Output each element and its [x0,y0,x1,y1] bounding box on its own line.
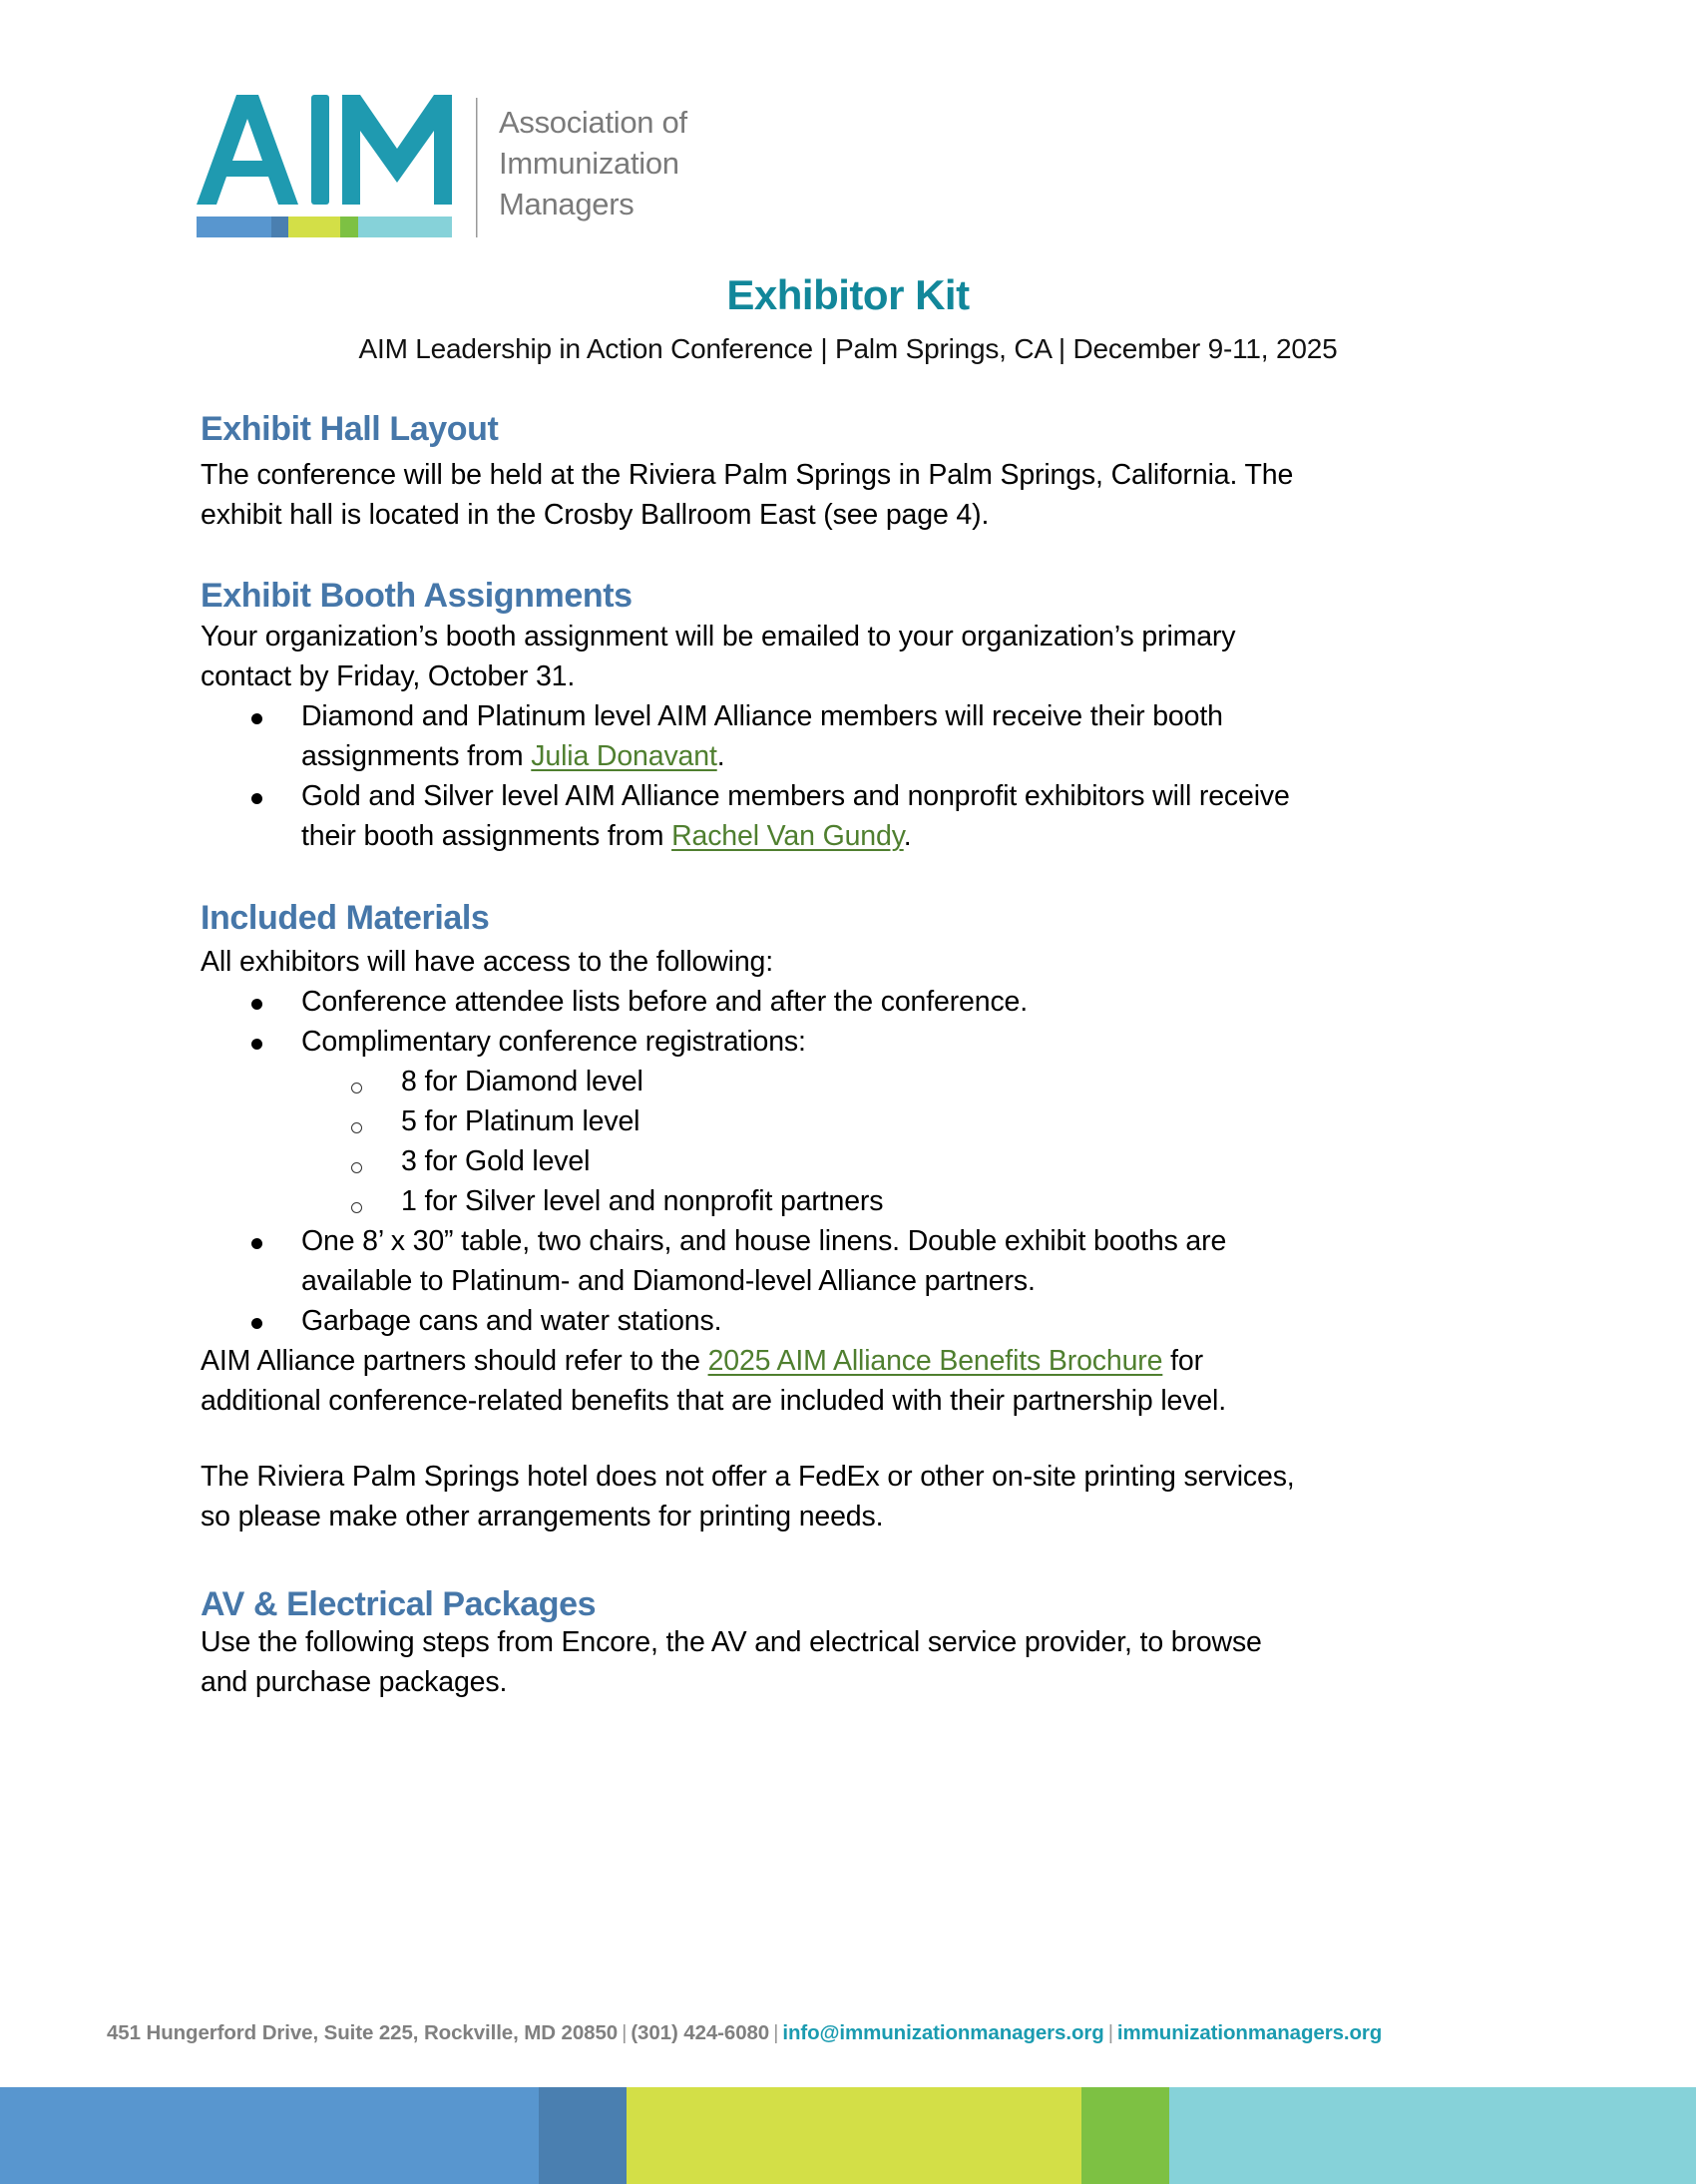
registration-sub-bullet: 5 for Platinum level [401,1105,640,1137]
registration-sub-bullet: 3 for Gold level [401,1145,591,1177]
hall-text-line: exhibit hall is located in the Crosby Ballroom East (see page 4). [201,499,990,531]
bullet-icon [251,999,262,1010]
booth-bullet-1-prefix: assignments from [301,740,532,772]
footer-phone: (301) 424-6080 [631,2021,770,2044]
bottom-bar-dark-blue [539,2087,627,2184]
logo-bar-cyan [358,217,452,237]
bottom-bar-blue [0,2087,539,2184]
bullet-icon [251,1039,262,1050]
footer-separator: | [622,2021,628,2044]
logo-bar-blue [197,217,271,237]
booth-bullet-1-suffix: . [716,740,725,772]
printing-text-line: The Riviera Palm Springs hotel does not offer a FedEx or other on-site printing services, [201,1461,1295,1493]
heading-exhibit-booth-assignments: Exhibit Booth Assignments [201,577,633,615]
booth-bullet-2-suffix: . [903,820,912,852]
logo-letter-m [342,95,452,205]
bottom-bar-cyan [1169,2087,1696,2184]
heading-exhibit-hall-layout: Exhibit Hall Layout [201,410,499,448]
logo-org-line-2: Immunization [499,146,679,181]
heading-included-materials: Included Materials [201,899,490,937]
materials-bullet: Conference attendee lists before and after the conference. [301,986,1029,1018]
footer-email-link[interactable]: info@immunizationmanagers.org [782,2021,1104,2044]
bullet-icon [251,713,262,724]
circle-bullet-icon [351,1122,362,1133]
logo-letter-i [311,95,329,205]
booth-bullet-2-line: Gold and Silver level AIM Alliance members and nonprofit exhibitors will receive [301,780,1290,812]
table-bullet-line: One 8’ x 30” table, two chairs, and house linens. Double exhibit booths are [301,1225,1227,1257]
logo-letter-a [197,95,298,205]
bottom-bar-green [1081,2087,1169,2184]
logo-bar-green [340,217,358,237]
logo-bar-dark-blue [271,217,288,237]
rachel-van-gundy-link[interactable]: Rachel Van Gundy [671,820,904,852]
footer-contact [107,2019,1382,2047]
booth-bullet-1-line-2 [301,736,725,776]
logo-org-line-3: Managers [499,187,635,221]
aim-logo [197,93,715,242]
circle-bullet-icon [351,1083,362,1093]
heading-av-electrical-packages: AV & Electrical Packages [201,1585,597,1623]
materials-intro: All exhibitors will have access to the following: [201,946,774,978]
registration-sub-bullet: 8 for Diamond level [401,1066,643,1097]
logo-bar-yellow-green [288,217,340,237]
booth-text-line: contact by Friday, October 31. [201,660,576,692]
av-text-line: Use the following steps from Encore, the AV and electrical service provider, to browse [201,1626,1262,1658]
benefits-brochure-link[interactable]: 2025 AIM Alliance Benefits Brochure [707,1345,1163,1377]
bullet-icon [251,793,262,804]
circle-bullet-icon [351,1162,362,1173]
footer-address: 451 Hungerford Drive, Suite 225, Rockville, MD 20850 [107,2021,619,2044]
av-text-line: and purchase packages. [201,1666,508,1698]
alliance-text-line-1 [201,1341,1203,1381]
alliance-prefix: AIM Alliance partners should refer to the [201,1345,708,1377]
circle-bullet-icon [351,1202,362,1213]
bullet-icon [251,1318,262,1329]
booth-bullet-2-prefix: their booth assignments from [301,820,672,852]
logo-org-line-1: Association of [499,105,687,140]
bottom-bar-yellow-green [627,2087,1081,2184]
footer-website-link[interactable]: immunizationmanagers.org [1116,2021,1383,2044]
materials-bullet: Complimentary conference registrations: [301,1026,806,1058]
footer-separator: | [1107,2021,1113,2044]
page-subtitle: AIM Leadership in Action Conference | Palm Springs, CA | December 9-11, 2025 [358,333,1338,364]
registration-sub-bullet: 1 for Silver level and nonprofit partners [401,1185,884,1217]
printing-text-line: so please make other arrangements for printing needs. [201,1501,884,1532]
booth-text-line: Your organization’s booth assignment will be emailed to your organization’s primary [201,621,1236,653]
logo-divider [476,98,478,237]
garbage-bullet: Garbage cans and water stations. [301,1305,722,1337]
booth-bullet-2-line-2 [301,816,911,856]
footer-separator: | [773,2021,779,2044]
table-bullet-line: available to Platinum- and Diamond-level Alliance partners. [301,1265,1036,1297]
logo-org-name [499,102,687,224]
page-title: Exhibitor Kit [726,271,970,318]
booth-bullet-1-line: Diamond and Platinum level AIM Alliance members will receive their booth [301,700,1223,732]
julia-donavant-link[interactable]: Julia Donavant [531,740,717,772]
alliance-suffix: for [1162,1345,1203,1377]
alliance-text-line-2: additional conference-related benefits that are included with their partnership level. [201,1385,1226,1417]
hall-text-line: The conference will be held at the Riviera Palm Springs in Palm Springs, California. The [201,459,1294,491]
bullet-icon [251,1238,262,1249]
